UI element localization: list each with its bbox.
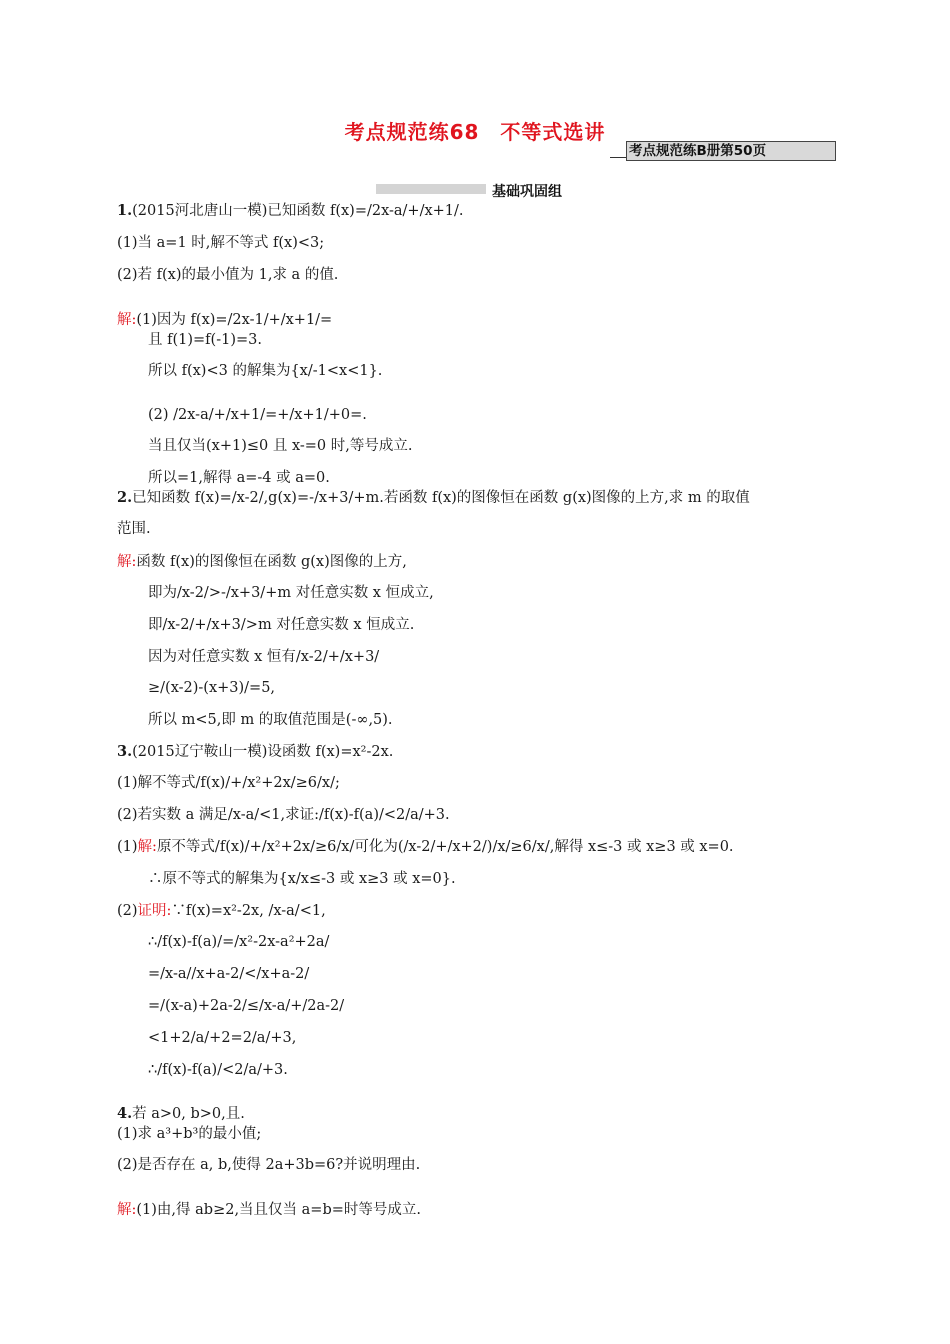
- answer-2-line-1: 解:函数 f(x)的图像恒在函数 g(x)图像的上方,: [117, 554, 407, 570]
- problem-3-part-2: (2)若实数 a 满足/x-a/<1,求证:/f(x)-f(a)/<2/a/+3.: [117, 807, 450, 823]
- answer-2-line-2: 即为/x-2/>-/x+3/+m 对任意实数 x 恒成立,: [148, 585, 434, 601]
- problem-4-part-2: (2)是否存在 a, b,使得 2a+3b=6?并说明理由.: [117, 1157, 421, 1173]
- answer-1-line-3: 所以 f(x)<3 的解集为{x/-1<x<1}.: [148, 363, 383, 379]
- problem-4-part-1: (1)求 a³+b³的最小值;: [117, 1126, 262, 1142]
- answer-1-line-4: (2) /2x-a/+/x+1/=+/x+1/+0=.: [148, 407, 367, 423]
- answer-1-line-2: 且 f(1)=f(-1)=3.: [148, 332, 262, 348]
- page-title: 考点规范练68 不等式选讲: [344, 120, 606, 144]
- answer-1-line-5: 当且仅当(x+1)≤0 且 x-=0 时,等号成立.: [148, 438, 413, 454]
- answer-2-line-6: 所以 m<5,即 m 的取值范围是(-∞,5).: [148, 712, 393, 728]
- problem-2-stem: 2.已知函数 f(x)=/x-2/,g(x)=-/x+3/+m.若函数 f(x)的图像恒在函数 g(x)图像的上方,求 m 的取值: [117, 489, 750, 506]
- proof-3-line-2: ∴/f(x)-f(a)/=/x²-2x-a²+2a/: [148, 934, 330, 950]
- proof-3-line-1: (2)证明:∵f(x)=x²-2x, /x-a/<1,: [117, 903, 326, 919]
- section-heading: 基础巩固组: [492, 184, 562, 200]
- answer-2-line-4: 因为对任意实数 x 恒有/x-2/+/x+3/: [148, 649, 380, 665]
- problem-3-part-1: (1)解不等式/f(x)/+/x²+2x/≥6/x/;: [117, 775, 340, 791]
- answer-4-line-1: 解:(1)由,得 ab≥2,当且仅当 a=b=时等号成立.: [117, 1202, 422, 1218]
- answer-1-line-1: 解:(1)因为 f(x)=/2x-1/+/x+1/=: [117, 312, 333, 328]
- answer-2-line-3: 即/x-2/+/x+3/>m 对任意实数 x 恒成立.: [148, 617, 415, 633]
- answer-2-line-5: ≥/(x-2)-(x+3)/=5,: [148, 680, 276, 696]
- problem-1-part-1: (1)当 a=1 时,解不等式 f(x)<3;: [117, 235, 325, 251]
- proof-3-line-4: =/(x-a)+2a-2/≤/x-a/+/2a-2/: [148, 998, 345, 1014]
- proof-3-line-5: <1+2/a/+2=2/a/+3,: [148, 1030, 297, 1046]
- problem-1-part-2: (2)若 f(x)的最小值为 1,求 a 的值.: [117, 267, 339, 283]
- proof-3-line-6: ∴/f(x)-f(a)/<2/a/+3.: [148, 1062, 288, 1078]
- answer-1-line-6: 所以=1,解得 a=-4 或 a=0.: [148, 470, 330, 486]
- page-reference: 考点规范练B册第50页: [626, 141, 836, 161]
- problem-3-stem: 3.(2015辽宁鞍山一模)设函数 f(x)=x²-2x.: [117, 743, 394, 760]
- problem-2-stem-continued: 范围.: [117, 521, 151, 537]
- problem-4-stem: 4.若 a>0, b>0,且.: [117, 1105, 245, 1122]
- answer-3-line-2: ∴原不等式的解集为{x/x≤-3 或 x≥3 或 x=0}.: [148, 871, 456, 887]
- answer-3-line-1: (1)解:原不等式/f(x)/+/x²+2x/≥6/x/可化为(/x-2/+/x+2/)/x/≥6/x/,解得 x≤-3 或 x≥3 或 x=0.: [117, 839, 734, 855]
- proof-3-line-3: =/x-a//x+a-2/</x+a-2/: [148, 966, 310, 982]
- section-bar: [376, 184, 486, 194]
- problem-1-stem: 1.(2015河北唐山一模)已知函数 f(x)=/2x-a/+/x+1/.: [117, 202, 464, 219]
